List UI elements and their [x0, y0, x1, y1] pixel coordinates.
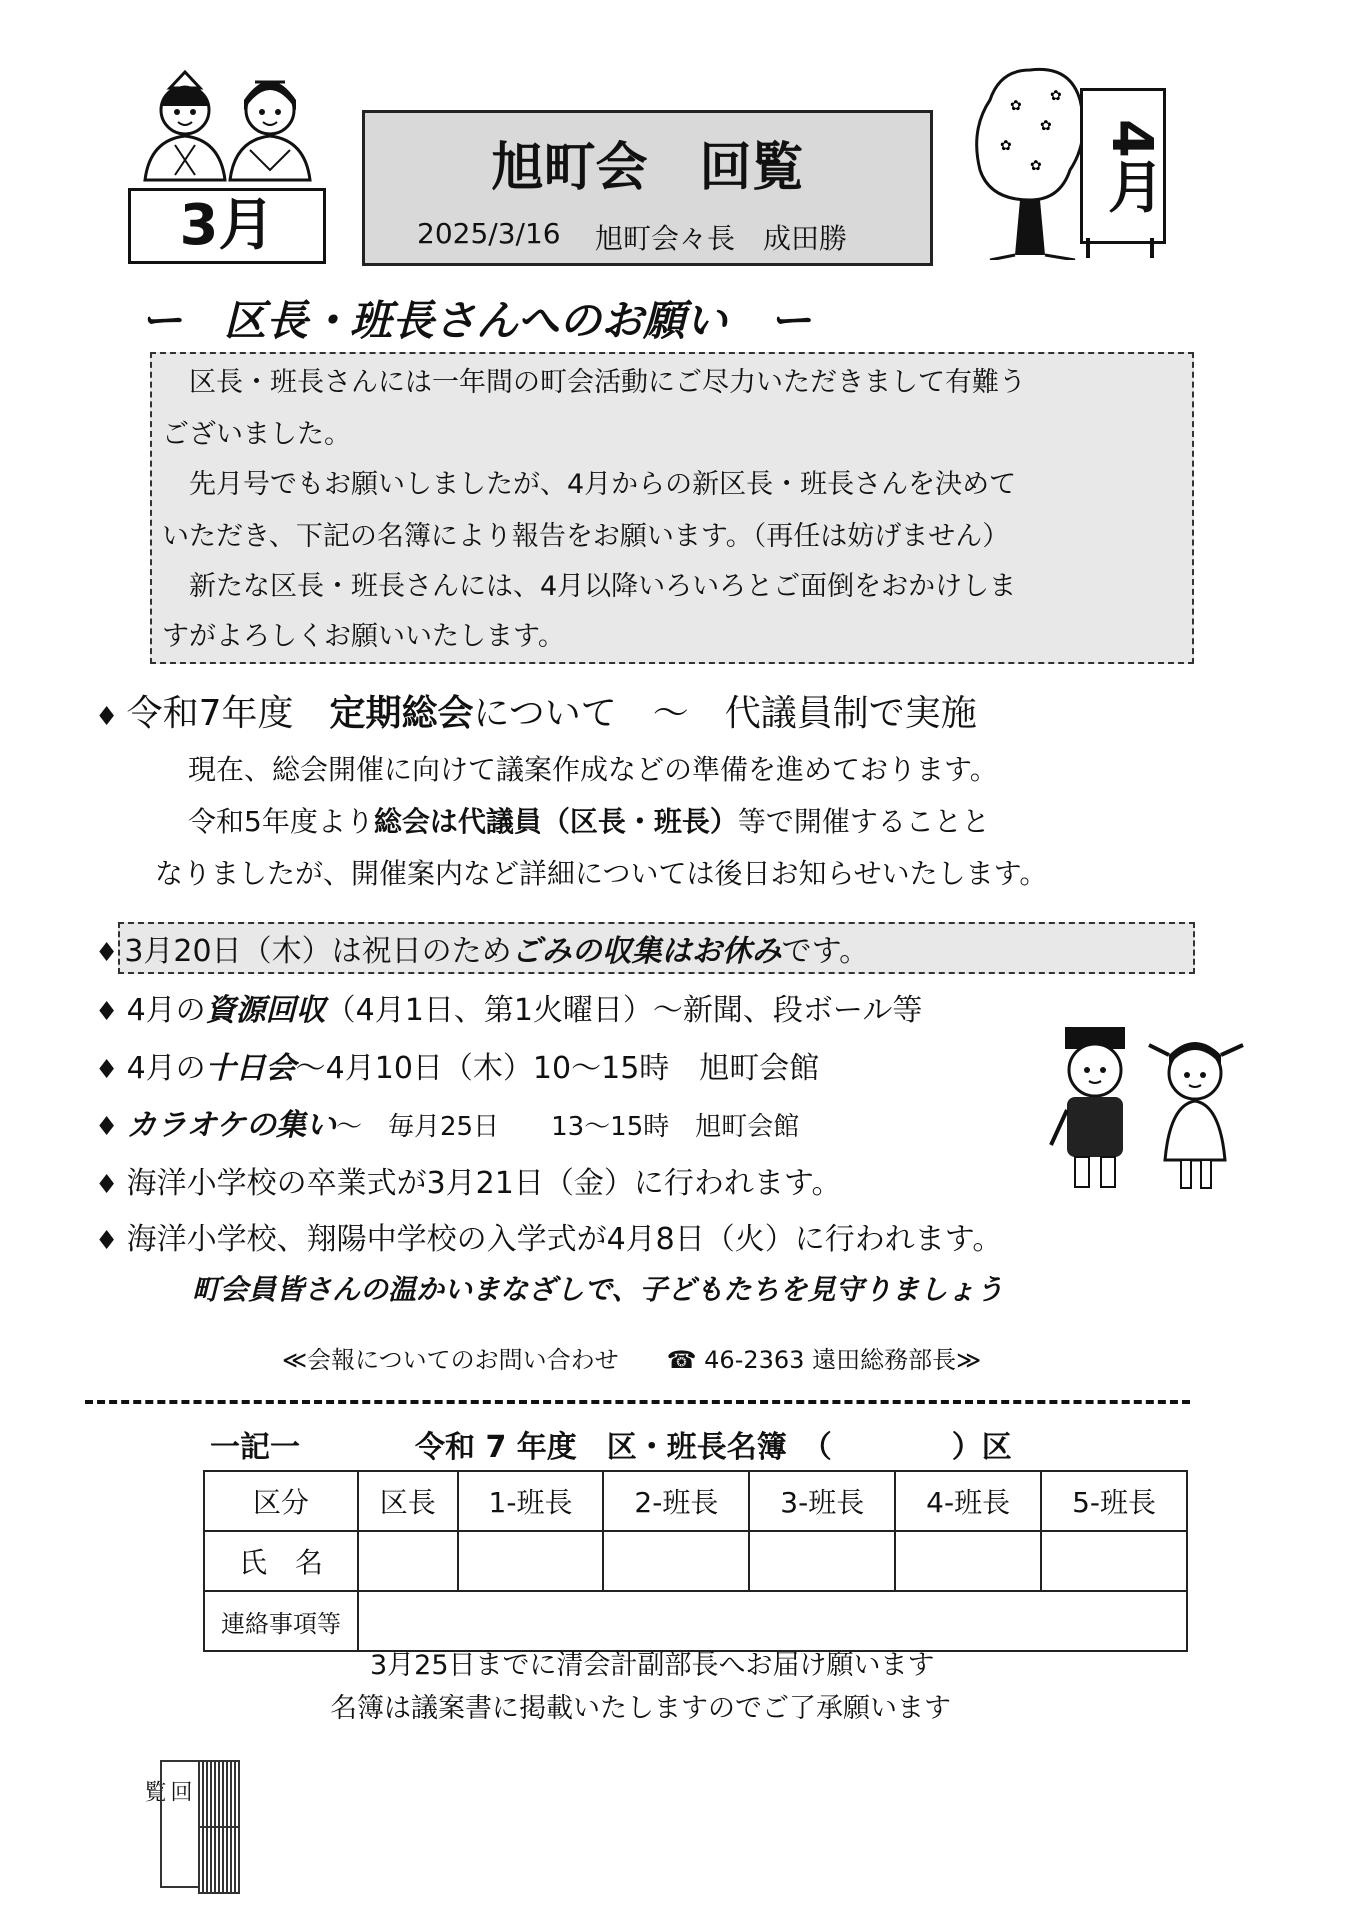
header-cell: 1-班長 — [458, 1471, 604, 1531]
svg-text:✿: ✿ — [1010, 98, 1022, 114]
meeting-heading — [95, 685, 977, 736]
request-line: いただき、下記の名簿により報告をお願います。（再任は妨げません） — [162, 521, 1010, 552]
meeting-line2-a: 令和5年度より — [188, 805, 374, 838]
name-label-cell: 氏 名 — [204, 1531, 358, 1591]
request-line: ございました。 — [162, 419, 351, 450]
graduation-notice — [95, 1158, 841, 1202]
roster-footer2: 名簿は議案書に掲載いたしますのでご了承願います — [330, 1693, 951, 1724]
holiday-notice — [95, 922, 1195, 974]
holiday-b: ごみの収集はお休み — [511, 934, 782, 969]
meeting-heading-a: 令和7年度 — [126, 693, 330, 734]
april-label: 4月 — [1080, 88, 1166, 244]
contact-line: ≪会報についてのお問い合わせ ☎ 46-2363 遠田総務部長≫ — [282, 1346, 982, 1374]
request-line: 区長・班長さんには一年間の町会活動にご尽力いただきまして有難う — [162, 367, 1026, 398]
children-illustration — [1045, 1015, 1255, 1195]
table-row — [199, 1827, 239, 1893]
svg-text:✿: ✿ — [1030, 158, 1042, 174]
meeting-line3: なりましたが、開催案内など詳細については後日お知らせいたします。 — [155, 857, 1048, 890]
holiday-box — [118, 922, 1195, 974]
request-line: すがよろしくお願いいたします。 — [162, 621, 565, 652]
cut-line — [85, 1400, 1190, 1404]
name-input-cell[interactable] — [358, 1531, 458, 1591]
name-input-cell[interactable] — [603, 1531, 749, 1591]
name-input-cell[interactable] — [458, 1531, 604, 1591]
page-title: 旭町会 回覧 — [491, 138, 804, 198]
entrance-notice — [95, 1214, 1002, 1258]
recycle-a: 4月の — [126, 993, 206, 1028]
meeting-heading-b: 定期総会 — [329, 693, 474, 734]
request-line: 新たな区長・班長さんには、4月以降いろいろとご面倒をおかけしま — [162, 571, 1017, 602]
sign-post — [1086, 238, 1090, 258]
holiday-a: 3月20日（木）は祝日のため — [124, 934, 512, 969]
name-input-cell[interactable] — [1041, 1531, 1187, 1591]
header-cell: 5-班長 — [1041, 1471, 1187, 1531]
karaoke-b: ～ 毎月25日 13～15時 旭町会館 — [335, 1112, 800, 1142]
notes-input-cell[interactable] — [358, 1591, 1187, 1651]
watch-message: 町会員皆さんの温かいまなざしで、子どもたちを見守りましょう — [192, 1273, 1004, 1306]
table-row — [204, 1531, 1187, 1591]
meeting-line1: 現在、総会開催に向けて議案作成などの準備を進めております。 — [188, 753, 998, 786]
diamond-bullet-icon: ♦ — [95, 702, 127, 732]
march-label: 3月 — [128, 188, 326, 264]
table-row — [204, 1591, 1187, 1651]
svg-text:✿: ✿ — [1040, 118, 1052, 134]
header-cell: 4-班長 — [895, 1471, 1041, 1531]
roster-footer1: 3月25日までに清会計副部長へお届け願います — [370, 1650, 935, 1681]
header-cell: 区分 — [204, 1471, 358, 1531]
roster-table — [203, 1470, 1188, 1652]
tenkakai-b: 十日会 — [205, 1051, 296, 1086]
title-box — [362, 110, 933, 266]
request-line: 先月号でもお願いしましたが、4月からの新区長・班長さんを決めて — [162, 469, 1017, 500]
stamp-cell[interactable] — [235, 1761, 239, 1827]
holiday-c: です。 — [781, 934, 870, 969]
circulation-label: 回覧 — [141, 1780, 192, 1842]
name-input-cell[interactable] — [895, 1531, 1041, 1591]
diamond-bullet-icon: ♦ — [95, 938, 119, 968]
meeting-line2-c: 等で開催することと — [737, 805, 990, 838]
hina-dolls-illustration — [130, 70, 330, 190]
stamp-table — [198, 1760, 240, 1894]
diamond-bullet-icon: ♦ — [95, 997, 127, 1027]
meeting-line2-b: 総会は代議員（区長・班長） — [373, 805, 738, 838]
recycle-c: （4月1日、第1火曜日）～新聞、段ボール等 — [325, 993, 923, 1028]
table-row — [199, 1761, 239, 1827]
recycle-notice — [95, 985, 922, 1029]
meeting-heading-c: について ～ 代議員制で実施 — [473, 693, 977, 734]
diamond-bullet-icon: ♦ — [95, 1170, 127, 1200]
cherry-tree-illustration — [970, 60, 1090, 260]
tenkakai-a: 4月の — [126, 1051, 206, 1086]
request-box — [150, 352, 1194, 664]
diamond-bullet-icon: ♦ — [95, 1226, 127, 1256]
karaoke-notice — [95, 1100, 799, 1144]
header-cell: 3-班長 — [749, 1471, 895, 1531]
sign-post — [1150, 238, 1154, 258]
header-cell: 区長 — [358, 1471, 458, 1531]
notes-label-cell: 連絡事項等 — [204, 1591, 358, 1651]
roster-title-b: 令和 7 年度 区・班長名簿 （ ）区 — [415, 1430, 1012, 1465]
entrance-text: 海洋小学校、翔陽中学校の入学式が4月8日（火）に行われます。 — [126, 1222, 1003, 1257]
circulation-label-cell — [141, 1760, 200, 1888]
issue-date: 2025/3/16 — [417, 217, 561, 250]
roster-title-a: 一記一 — [210, 1430, 300, 1465]
tenkakai-notice — [95, 1043, 819, 1087]
diamond-bullet-icon: ♦ — [95, 1055, 127, 1085]
graduation-text: 海洋小学校の卒業式が3月21日（金）に行われます。 — [126, 1166, 842, 1201]
issue-author: 旭町会々長 成田勝 — [595, 222, 848, 255]
svg-text:✿: ✿ — [1000, 138, 1012, 154]
table-row — [204, 1471, 1187, 1531]
request-heading: ー 区長・班長さんへのお願い ー — [140, 296, 812, 345]
stamp-cell[interactable] — [235, 1827, 239, 1893]
name-input-cell[interactable] — [749, 1531, 895, 1591]
header-cell: 2-班長 — [603, 1471, 749, 1531]
diamond-bullet-icon: ♦ — [95, 1112, 127, 1142]
svg-text:✿: ✿ — [1050, 88, 1062, 104]
karaoke-a: カラオケの集い — [126, 1108, 336, 1143]
recycle-b: 資源回収 — [205, 993, 326, 1028]
tenkakai-c: ～4月10日（木）10～15時 旭町会館 — [295, 1051, 820, 1086]
meeting-line2 — [188, 800, 990, 840]
